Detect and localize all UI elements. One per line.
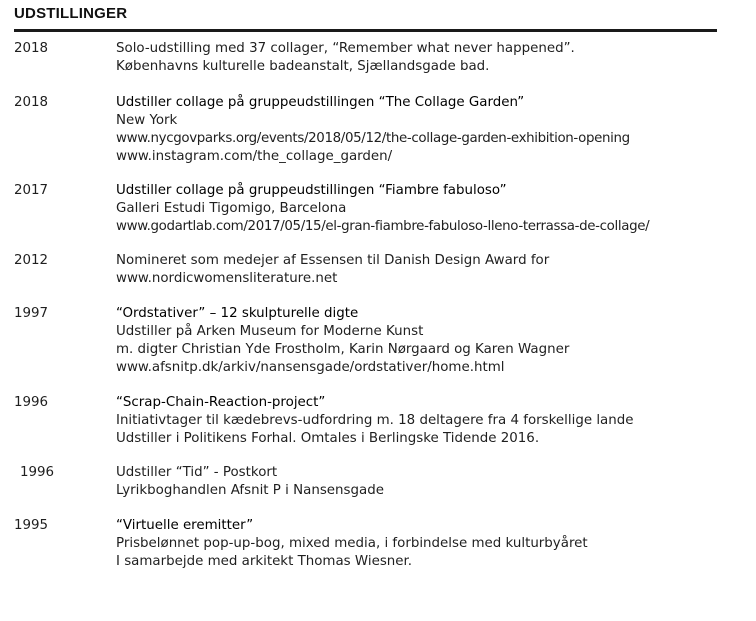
entry-line: Solo-udstilling med 37 collager, “Remember what never happened”. — [116, 41, 575, 56]
entry-line: Udstiller collage på gruppeudstillingen “Fiambre fabuloso” — [116, 183, 507, 198]
entry-year: 2018 — [14, 41, 49, 56]
entry-details — [116, 94, 746, 166]
entry-details — [116, 394, 746, 448]
entry-year: 2017 — [14, 183, 49, 198]
entry-year: 1997 — [14, 306, 49, 321]
entry-details — [116, 182, 746, 236]
entry-details — [116, 517, 746, 571]
entry-line: I samarbejde med arkitekt Thomas Wiesner. — [116, 554, 413, 569]
entry-year: 1996 — [14, 395, 49, 410]
entry-year: 1995 — [14, 518, 49, 533]
entry-link[interactable]: www.godartlab.com/2017/05/15/el-gran-fiambre-fabuloso-lleno-terrassa-de-collage/ — [116, 219, 650, 234]
entry-line: “Scrap-Chain-Reaction-project” — [116, 395, 326, 410]
entry-line: New York — [116, 113, 178, 128]
entry-line: Nomineret som medejer af Essensen til Danish Design Award for — [116, 253, 550, 268]
entry-line: Prisbelønnet pop-up-bog, mixed media, i forbindelse med kulturbyåret — [116, 536, 588, 551]
entry-details — [116, 464, 746, 500]
entry-line: Initiativtager til kædebrevs-udfordring m. 18 deltagere fra 4 forskellige lande — [116, 413, 634, 428]
entry-link[interactable]: www.nycgovparks.org/events/2018/05/12/the-collage-garden-exhibition-opening — [116, 131, 630, 146]
entry-line: m. digter Christian Yde Frostholm, Karin Nørgaard og Karen Wagner — [116, 342, 570, 357]
section-title: UDSTILLINGER — [14, 5, 128, 22]
entry-year: 2012 — [14, 253, 49, 268]
entry-details — [116, 40, 746, 76]
entry-line: Københavns kulturelle badeanstalt, Sjællandsgade bad. — [116, 59, 490, 74]
entry-line: Udstiller collage på gruppeudstillingen “The Collage Garden” — [116, 95, 525, 110]
entry-line: Udstiller i Politikens Forhal. Omtales i Berlingske Tidende 2016. — [116, 431, 540, 446]
entry-year: 1996 — [20, 465, 55, 480]
entry-link[interactable]: www.afsnitp.dk/arkiv/nansensgade/ordstativer/home.html — [116, 360, 505, 375]
entry-line: “Virtuelle eremitter” — [116, 518, 254, 533]
entry-line: Galleri Estudi Tigomigo, Barcelona — [116, 201, 347, 216]
entry-link[interactable]: www.instagram.com/the_collage_garden/ — [116, 149, 393, 164]
entry-details — [116, 305, 746, 377]
entry-year: 2018 — [14, 95, 49, 110]
title-divider — [14, 29, 717, 32]
entry-line: Udstiller “Tid” - Postkort — [116, 465, 278, 480]
entry-line: Udstiller på Arken Museum for Moderne Kunst — [116, 324, 424, 339]
entry-line: “Ordstativer” – 12 skulpturelle digte — [116, 306, 359, 321]
entry-details — [116, 252, 746, 288]
entry-link[interactable]: www.nordicwomensliterature.net — [116, 271, 338, 286]
entry-line: Lyrikboghandlen Afsnit P i Nansensgade — [116, 483, 384, 498]
